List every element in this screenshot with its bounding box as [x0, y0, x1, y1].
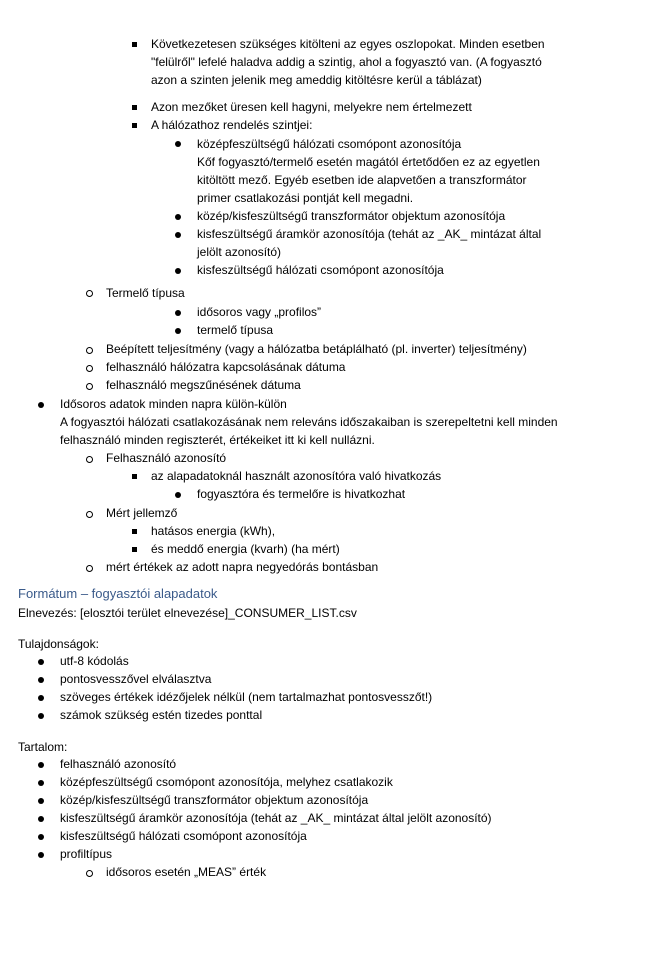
list-item-text: pontosvesszővel elválasztva [60, 672, 212, 686]
dot-bullet-icon [38, 816, 44, 822]
dot-bullet-icon [38, 762, 44, 768]
list-item-text: primer csatlakozási pontját kell megadni. [197, 191, 414, 205]
dot-bullet-icon [38, 713, 44, 719]
dot-bullet-icon [38, 695, 44, 701]
dot-bullet-icon [175, 310, 181, 316]
list-item-text: kisfeszültségű hálózati csomópont azonosítója [197, 263, 444, 277]
square-bullet-icon [132, 123, 137, 128]
circle-bullet-icon [86, 870, 93, 877]
square-bullet-icon [132, 547, 137, 552]
list-item-text: felhasználó hálózatra kapcsolásának dátuma [106, 360, 346, 374]
list-item-text: utf-8 kódolás [60, 654, 129, 668]
list-item-text: Mért jellemző [106, 506, 178, 520]
dot-bullet-icon [175, 214, 181, 220]
list-item-text: közép/kisfeszültségű transzformátor objektum azonosítója [197, 209, 506, 223]
list-item-text: felhasználó megszűnésének dátuma [106, 378, 301, 392]
list-item-text: Termelő típusa [106, 286, 185, 300]
dot-bullet-icon [38, 834, 44, 840]
list-item-text: "felülről" lefelé haladva addig a szintig, ahol a fogyasztó van. (A fogyasztó [151, 55, 542, 69]
list-item-text: felhasználó azonosító [60, 757, 177, 771]
square-bullet-icon [132, 105, 137, 110]
list-item-text: az alapadatoknál használt azonosítóra való hivatkozás [151, 469, 442, 483]
list-item-text: A hálózathoz rendelés szintjei: [151, 118, 313, 132]
list-item-text: jelölt azonosító) [197, 245, 282, 259]
list-item-text: Következetesen szükséges kitölteni az egyes oszlopokat. Minden esetben [151, 37, 545, 51]
square-bullet-icon [132, 529, 137, 534]
list-item-text: termelő típusa [197, 323, 274, 337]
properties-label: Tulajdonságok: [18, 637, 99, 651]
circle-bullet-icon [86, 365, 93, 372]
list-item-text: kisfeszültségű áramkör azonosítója (tehát az _AK_ mintázat által [197, 227, 542, 241]
square-bullet-icon [132, 42, 137, 47]
list-item-text: profiltípus [60, 847, 113, 861]
list-item-text: Beépített teljesítmény (vagy a hálózatba betáplálható (pl. inverter) teljesítmény) [106, 342, 527, 356]
filename-line: Elnevezés: [elosztói terület elnevezése]_CONSUMER_LIST.csv [18, 606, 357, 620]
list-item-text: idősoros esetén „MEAS” érték [106, 865, 267, 879]
paragraph-text: A fogyasztói hálózati csatlakozásának nem releváns időszakaiban is szerepeltetni kell minden [60, 415, 558, 429]
list-item-text: számok szükség estén tizedes ponttal [60, 708, 263, 722]
list-item-text: azon a szinten jelenik meg ameddig kitöltésre kerül a táblázat) [151, 73, 482, 87]
list-item-text: kitöltött mező. Egyéb esetben ide alapvetően a transzformátor [197, 173, 527, 187]
circle-bullet-icon [86, 565, 93, 572]
list-item-text: Kőf fogyasztó/termelő esetén magától értetődően ez az egyetlen [197, 155, 540, 169]
square-bullet-icon [132, 474, 137, 479]
list-item-text: közép/kisfeszültségű transzformátor objektum azonosítója [60, 793, 369, 807]
dot-bullet-icon [38, 659, 44, 665]
list-item-text: középfeszültségű hálózati csomópont azonosítója [197, 137, 462, 151]
list-item-text: Idősoros adatok minden napra külön-külön [60, 397, 287, 411]
dot-bullet-icon [175, 268, 181, 274]
list-item-text: Felhasználó azonosító [106, 451, 227, 465]
circle-bullet-icon [86, 456, 93, 463]
list-item-text: idősoros vagy „profilos” [197, 305, 322, 319]
dot-bullet-icon [175, 328, 181, 334]
circle-bullet-icon [86, 511, 93, 518]
list-item-text: és meddő energia (kvarh) (ha mért) [151, 542, 340, 556]
dot-bullet-icon [38, 852, 44, 858]
dot-bullet-icon [38, 677, 44, 683]
circle-bullet-icon [86, 290, 93, 297]
circle-bullet-icon [86, 347, 93, 354]
list-item-text: hatásos energia (kWh), [151, 524, 276, 538]
dot-bullet-icon [38, 780, 44, 786]
list-item-text: fogyasztóra és termelőre is hivatkozhat [197, 487, 406, 501]
list-item-text: mért értékek az adott napra negyedórás bontásban [106, 560, 379, 574]
content-label: Tartalom: [18, 740, 68, 754]
paragraph-text: felhasználó minden regiszterét, értékeiket itt ki kell nullázni. [60, 433, 375, 447]
section-heading: Formátum – fogyasztói alapadatok [18, 586, 218, 601]
dot-bullet-icon [175, 141, 181, 147]
dot-bullet-icon [175, 492, 181, 498]
list-item-text: Azon mezőket üresen kell hagyni, melyekre nem értelmezett [151, 100, 472, 114]
dot-bullet-icon [175, 232, 181, 238]
dot-bullet-icon [38, 402, 44, 408]
list-item-text: szöveges értékek idézőjelek nélkül (nem tartalmazhat pontosvesszőt!) [60, 690, 433, 704]
circle-bullet-icon [86, 383, 93, 390]
list-item-text: kisfeszültségű hálózati csomópont azonosítója [60, 829, 307, 843]
list-item-text: középfeszültségű csomópont azonosítója, melyhez csatlakozik [60, 775, 393, 789]
list-item-text: kisfeszültségű áramkör azonosítója (tehát az _AK_ mintázat által jelölt azonosító) [60, 811, 492, 825]
dot-bullet-icon [38, 798, 44, 804]
